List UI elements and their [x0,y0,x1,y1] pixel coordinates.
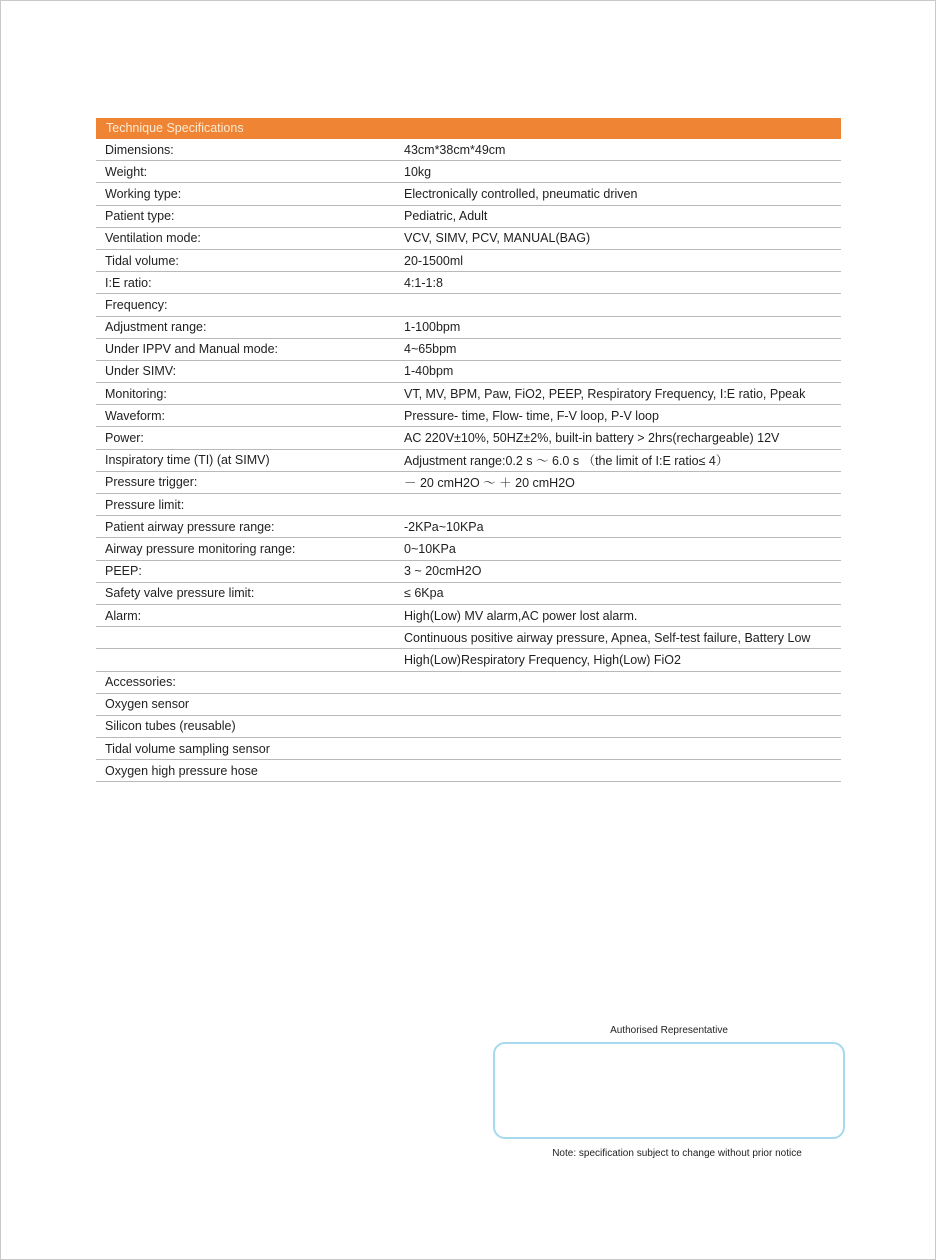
spec-row [96,361,841,383]
spec-row [96,583,841,605]
spec-label: Pressure trigger: [105,475,198,490]
spec-label: Safety valve pressure limit: [105,586,255,601]
spec-row [96,383,841,405]
spec-row [96,538,841,560]
spec-label: Under IPPV and Manual mode: [105,342,279,357]
spec-value: Electronically controlled, pneumatic driven [404,186,638,201]
spec-label: Dimensions: [105,142,174,157]
spec-value: 20-1500ml [404,253,464,268]
spec-row [96,183,841,205]
spec-value: VCV, SIMV, PCV, MANUAL(BAG) [404,231,591,246]
spec-value: 1-100bpm [404,320,461,335]
spec-value: Pressure- time, Flow- time, F-V loop, P-V loop [404,408,659,423]
spec-value: 3 ~ 20cmH2O [404,564,482,579]
spec-row [96,605,841,627]
spec-label: Pressure limit: [105,497,185,512]
spec-label: Patient type: [105,209,175,224]
spec-value: High(Low)Respiratory Frequency, High(Low) FiO2 [404,652,681,667]
spec-row [96,472,841,494]
spec-label: Oxygen sensor [105,697,190,712]
spec-value: AC 220V±10%, 50HZ±2%, built-in battery > 2hrs(rechargeable) 12V [404,431,780,446]
spec-value: 4:1-1:8 [404,275,443,290]
spec-label: Tidal volume: [105,253,179,268]
spec-label: Alarm: [105,608,142,623]
spec-value: － 20 cmH2O ～ ＋ 20 cmH2O [404,476,575,491]
spec-value: 43cm*38cm*49cm [404,142,506,157]
spec-label: Under SIMV: [105,364,177,379]
spec-row [96,494,841,516]
spec-row [96,228,841,250]
spec-label: Ventilation mode: [105,231,201,246]
spec-row [96,627,841,649]
spec-label: Silicon tubes (reusable) [105,719,236,734]
spec-row [96,760,841,782]
authorised-representative-box [493,1042,845,1139]
spec-table [96,118,841,782]
spec-row [96,450,841,472]
spec-row [96,294,841,316]
spec-row [96,139,841,161]
spec-label: Working type: [105,186,182,201]
spec-row [96,716,841,738]
spec-row [96,649,841,671]
spec-row [96,272,841,294]
spec-label: Oxygen high pressure hose [105,763,258,778]
spec-value: 0~10KPa [404,541,456,556]
spec-value: 10kg [404,164,432,179]
spec-table-header: Technique Specifications [96,118,841,139]
spec-row [96,339,841,361]
spec-row [96,672,841,694]
spec-label: Weight: [105,164,148,179]
spec-label: Frequency: [105,297,168,312]
spec-row [96,405,841,427]
spec-row [96,738,841,760]
spec-row [96,161,841,183]
spec-value: Adjustment range:0.2 s ～ 6.0 s （the limit of I:E ratio≤ 4） [404,454,729,469]
spec-label: Waveform: [105,408,165,423]
spec-row [96,317,841,339]
spec-row [96,561,841,583]
spec-value: 1-40bpm [404,364,454,379]
spec-label: Power: [105,431,144,446]
spec-row [96,427,841,449]
spec-value: -2KPa~10KPa [404,519,484,534]
specification-note: Note: specification subject to change without prior notice [552,1148,802,1159]
spec-row [96,516,841,538]
spec-label: Adjustment range: [105,320,207,335]
spec-label: Inspiratory time (TI) (at SIMV) [105,453,270,468]
spec-label: Airway pressure monitoring range: [105,541,296,556]
spec-label: I:E ratio: [105,275,152,290]
spec-table-body [96,139,841,782]
spec-value: ≤ 6Kpa [404,586,444,601]
spec-value: 4~65bpm [404,342,457,357]
authorised-representative-label: Authorised Representative [610,1025,728,1036]
spec-value: Pediatric, Adult [404,209,488,224]
spec-value: Continuous positive airway pressure, Apnea, Self-test failure, Battery Low [404,630,811,645]
spec-value: VT, MV, BPM, Paw, FiO2, PEEP, Respiratory Frequency, I:E ratio, Ppeak [404,386,806,401]
spec-value: High(Low) MV alarm,AC power lost alarm. [404,608,638,623]
spec-label: Tidal volume sampling sensor [105,741,270,756]
spec-row [96,694,841,716]
spec-label: PEEP: [105,564,142,579]
spec-label: Monitoring: [105,386,167,401]
spec-row [96,250,841,272]
spec-label: Accessories: [105,675,176,690]
spec-label: Patient airway pressure range: [105,519,275,534]
spec-row [96,206,841,228]
